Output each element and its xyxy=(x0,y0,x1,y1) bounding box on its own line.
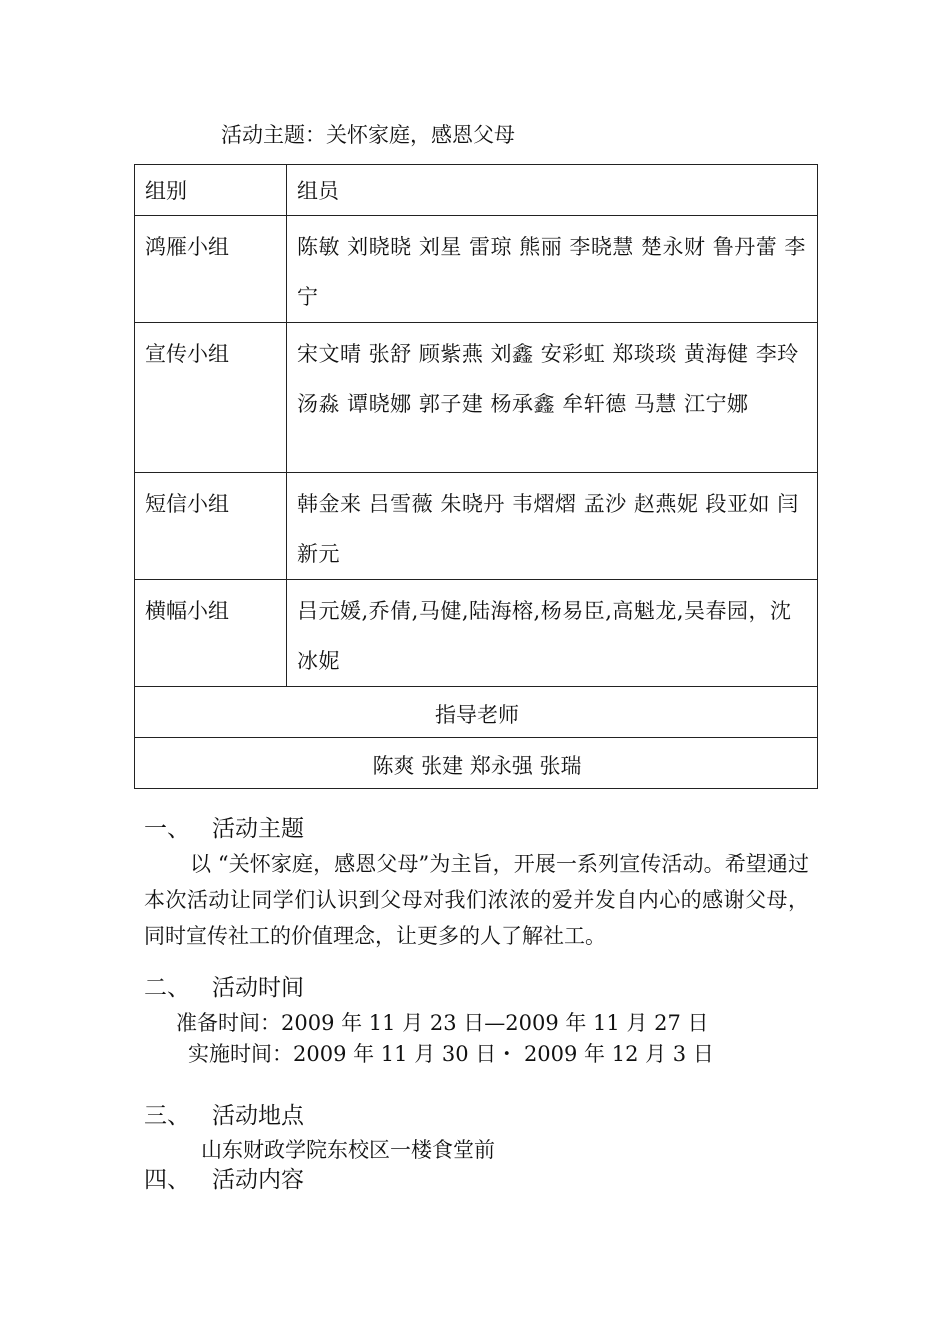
document-title: 活动主题：关怀家庭，感恩父母 xyxy=(221,123,515,147)
section-title: 活动地点 xyxy=(212,1103,304,1129)
section-number: 四、 xyxy=(144,1167,190,1193)
group-members: 韩金来 吕雪薇 朱晓丹 韦熠熠 孟沙 赵燕妮 段亚如 闫新元 xyxy=(287,473,818,580)
group-name: 横幅小组 xyxy=(135,580,287,687)
table-row xyxy=(135,216,818,323)
group-name: 鸿雁小组 xyxy=(135,216,287,323)
table-header-row xyxy=(135,165,818,216)
group-members: 吕元媛,乔倩,马健,陆海榕,杨易臣,高魁龙,吴春园，沈冰妮 xyxy=(287,580,818,687)
table-row xyxy=(135,580,818,687)
section-number: 一、 xyxy=(144,816,190,842)
theme-paragraph: 以 “关怀家庭，感恩父母”为主旨，开展一系列宣传活动。希望通过本次活动让同学们认识到父母对我们浓浓的爱并发自内心的感谢父母，同时宣传社工的价值理念，让更多的人了解社工。 xyxy=(144,852,809,948)
table-row xyxy=(135,473,818,580)
location-text: 山东财政学院东校区一楼食堂前 xyxy=(201,1138,495,1162)
prep-time: 准备时间：2009 年 11 月 23 日—2009 年 11 月 27 日 xyxy=(176,1011,709,1035)
group-members: 陈敏 刘晓晓 刘星 雷琼 熊丽 李晓慧 楚永财 鲁丹蕾 李宁 xyxy=(287,216,818,323)
header-group: 组别 xyxy=(135,165,287,216)
section-title: 活动主题 xyxy=(212,816,304,842)
section-title: 活动内容 xyxy=(212,1167,304,1193)
advisor-names-row xyxy=(135,738,818,789)
section-number: 三、 xyxy=(144,1103,190,1129)
section-heading xyxy=(144,1100,304,1132)
section-heading xyxy=(144,813,304,845)
group-name: 短信小组 xyxy=(135,473,287,580)
section-heading xyxy=(144,972,304,1004)
advisor-names: 陈爽 张建 郑永强 张瑞 xyxy=(135,738,818,789)
advisor-label: 指导老师 xyxy=(135,687,818,738)
table-row xyxy=(135,323,818,473)
section-heading xyxy=(144,1164,304,1196)
header-members: 组员 xyxy=(287,165,818,216)
section-title: 活动时间 xyxy=(212,975,304,1001)
impl-time: 实施时间：2009 年 11 月 30 日・ 2009 年 12 月 3 日 xyxy=(188,1042,714,1066)
advisor-label-row xyxy=(135,687,818,738)
section-number: 二、 xyxy=(144,975,190,1001)
group-members: 宋文晴 张舒 顾紫燕 刘鑫 安彩虹 郑琰琰 黄海健 李玲 汤淼 谭晓娜 郭子建 杨承鑫 牟轩德 马慧 江宁娜 xyxy=(287,323,818,473)
group-name: 宣传小组 xyxy=(135,323,287,473)
group-members-table xyxy=(134,164,818,789)
